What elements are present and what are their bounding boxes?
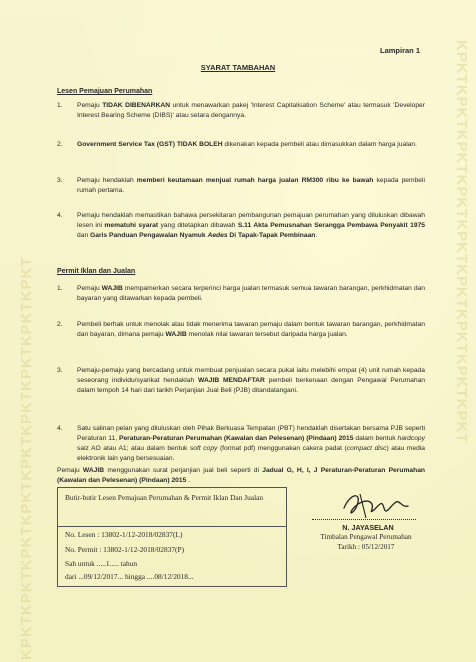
license-box-header: Butir-butir Lesen Pemajuan Perumahan & Permit Iklan Dan Jualan (58, 488, 286, 527)
permit-item-1: 1. Pemaju WAJIB mempamerkan secara terperinci harga jualan termasuk semua tawaran barangan, perkhidmatan dan bayaran yang ditawarkan kepada pembeli. (57, 285, 425, 302)
item-number: 4. (57, 425, 63, 432)
signature-line (312, 519, 416, 520)
item-number: 1. (57, 102, 63, 109)
lesen-item-4: 4. Pemaju hendaklah memastikan bahawa persekitaran pembangunan pemajuan perumahan yang diluluskan dibawah lesen ini mematuhi syarat yang ditetapkan dibawah S.11 Akta Pemusnahan Serangga Pembawa Penyakit 1975 dan Garis Panduan Pengawalan Nyamuk Aedes Di Tapak-Tapak Pembinaan. (57, 212, 426, 239)
signature-date: Tarikh : 05/12/2017 (337, 543, 395, 551)
lesen-item-3: 3. Pemaju hendaklah memberi keutamaan menjual rumah harga jualan RM300 ribu ke bawah kepada pembeli rumah pertama. (57, 177, 425, 194)
lampiran-label: Lampiran 1 (379, 46, 420, 55)
section-heading-lesen: Lesen Pemajuan Perumahan (57, 88, 153, 95)
handwritten-signature (338, 488, 418, 522)
watermark-right: KPKTKPKTKPKTKPKTKPKTKPKTKPKTKPKTKPKT (453, 40, 470, 444)
signatory-name: N. JAYASELAN (342, 523, 394, 532)
permit-item-2: 2. Pembeli berhak untuk menolak atau tidak menerima tawaran pemaju dalam bentuk tawaran barangan, perkhidmatan dan bayaran, dimana pemaju WAJIB menolak nilai tawaran tersebut daripada harga jualan. (57, 321, 425, 338)
item-number: 3. (57, 177, 63, 184)
item-number: 2. (57, 321, 63, 328)
closing-paragraph: Pemaju WAJIB menggunakan surat perjanjian jual beli seperti di Jadual G, H, I, J Peraturan-Peraturan Perumahan (Kawalan dan Pelesenan) (Pindaan) 2015 . (57, 467, 425, 484)
permit-number: No. Permit : 13802-1/12-2018/02837(P) (65, 545, 185, 554)
section-heading-permit: Permit Iklan dan Jualan (57, 268, 136, 275)
lesen-item-1: 1. Pemaju TIDAK DIBENARKAN untuk menawarkan pakej 'Interest Capitalisation Scheme' atau termasuk 'Developer Interest Bearing Scheme (DIBS)' atau setara dengannya. (57, 102, 425, 119)
validity-period: Sah untuk .....1..... tahun (65, 559, 138, 568)
signatory-role: Timbalan Pengawal Perumahan (320, 533, 412, 541)
license-number: No. Lesen : 13802-1/12-2018/02837(L) (65, 530, 183, 539)
license-details-box (57, 487, 287, 587)
lesen-item-2: 2. Government Service Tax (GST) TIDAK BOLEH dikenakan kepada pembeli atau dimasukkan dalam harga jualan. (57, 141, 417, 148)
item-number: 2. (57, 141, 63, 148)
watermark-left: KPKTKPKTKPKTKPKTKPKTKPKTKPKTKPKTKPKT (18, 256, 35, 660)
validity-dates: dari ...09/12/2017... hingga ....08/12/2018... (65, 572, 194, 581)
item-number: 4. (57, 212, 63, 219)
permit-item-4: 4. Satu salinan pelan yang diluluskan oleh Pihak Berkuasa Tempatan (PBT) hendaklah disertakan bersama PJB seperti Peraturan 11, Peraturan-Peraturan Perumahan (Kawalan dan Pelesenan) (Pindaan) 2015 dalam bentuk hardcopy saiz AO atau A1; atau dalam bentuk soft copy (format pdf) menggunakan cakera padat (compact disc) atau media elektronik lain yang bersesuaian. (57, 425, 426, 462)
permit-item-3: 3. Pemaju-pemaju yang bercadang untuk membuat penjualan secara pukal iaitu melebihi empat (4) unit rumah kepada seseorang individu/syarikat hendaklah WAJIB MENDAFTAR pembeli berkenaan dengan Pengawal Perumahan dalam tempoh 14 hari dari tarikh Perjanjian Jual Beli (PJB) ditandatangani. (57, 367, 426, 394)
document-title: SYARAT TAMBAHAN (200, 63, 276, 72)
item-number: 1. (57, 285, 63, 292)
item-number: 3. (57, 367, 63, 374)
